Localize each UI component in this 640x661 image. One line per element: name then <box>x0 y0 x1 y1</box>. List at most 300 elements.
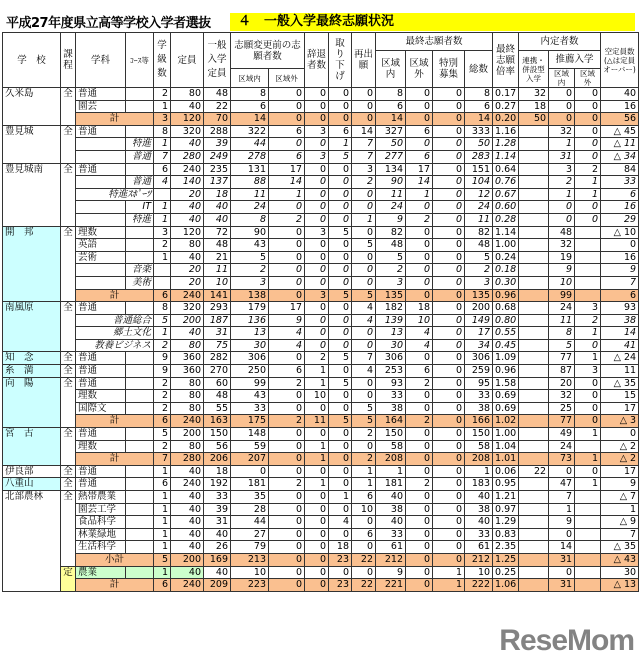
cell-total: 40 <box>465 516 493 529</box>
table-row <box>3 314 639 327</box>
cell-withdrawn: 0 <box>329 453 352 466</box>
cell-before-out: 2 <box>269 415 305 428</box>
katei-cell: 定 <box>61 566 76 591</box>
cell-ratio: 0.55 <box>493 327 519 340</box>
cell-reapplied: 0 <box>352 327 376 340</box>
course-cell <box>126 100 154 113</box>
cell-special: 0 <box>433 226 465 239</box>
course-cell: 美術 <box>126 276 154 289</box>
cell-reapplied: 10 <box>352 503 376 516</box>
table-row <box>3 226 639 239</box>
dept-cell: 計 <box>76 453 154 466</box>
cell-final-in: 182 <box>376 302 406 315</box>
cell-before-in: 90 <box>231 226 269 239</box>
cell-before-in: 99 <box>231 377 269 390</box>
cell-declined: 0 <box>305 302 329 315</box>
cell-final-in: 134 <box>376 163 406 176</box>
course-cell <box>126 440 154 453</box>
cell-general-capacity: 48 <box>204 88 231 101</box>
cell-withdrawn: 0 <box>329 339 352 352</box>
cell-withdrawn: 0 <box>329 365 352 378</box>
cell-before-in: 14 <box>231 113 269 126</box>
cell-linked: 32 <box>519 88 549 101</box>
cell-special: 0 <box>433 276 465 289</box>
school-name: 開 邦 <box>3 226 61 302</box>
cell-declined: 0 <box>305 579 329 592</box>
cell-rec-out <box>575 226 601 239</box>
cell-withdrawn: 0 <box>329 503 352 516</box>
cell-rec-out <box>575 579 601 592</box>
header-in-area: 区域内 <box>231 69 269 88</box>
dept-cell: 計 <box>76 113 154 126</box>
cell-withdrawn: 0 <box>329 440 352 453</box>
cell-classes: 1 <box>154 503 171 516</box>
dept-cell: 普通 <box>76 465 126 478</box>
cell-reapplied: 4 <box>352 302 376 315</box>
dept-cell: 普通総合 <box>76 314 154 327</box>
cell-rec-out <box>575 541 601 554</box>
cell-vacancy: △ 10 <box>601 226 639 239</box>
cell-rec-in: 3 <box>549 163 575 176</box>
cell-special: 0 <box>433 428 465 441</box>
cell-rec-out: 1 <box>575 188 601 201</box>
cell-capacity: 40 <box>171 491 204 504</box>
dept-cell: 小計 <box>76 553 154 566</box>
cell-total: 5 <box>465 251 493 264</box>
cell-rec-in: 0 <box>549 100 575 113</box>
cell-final-out: 17 <box>406 163 433 176</box>
cell-before-out: 0 <box>269 88 305 101</box>
cell-general-capacity: 31 <box>204 516 231 529</box>
cell-rec-in: 32 <box>549 239 575 252</box>
cell-vacancy: 93 <box>601 302 639 315</box>
table-row <box>3 478 639 491</box>
cell-ratio: 0.20 <box>493 113 519 126</box>
cell-capacity: 40 <box>171 251 204 264</box>
cell-reapplied: 0 <box>352 201 376 214</box>
table-row <box>3 402 639 415</box>
cell-capacity: 240 <box>171 415 204 428</box>
header-out-area: 区域外 <box>269 69 305 88</box>
cell-final-in: 11 <box>376 188 406 201</box>
cell-final-out: 0 <box>406 289 433 302</box>
cell-rec-out: 3 <box>575 365 601 378</box>
cell-declined: 0 <box>305 239 329 252</box>
cell-rec-out: 0 <box>575 402 601 415</box>
cell-capacity: 40 <box>171 465 204 478</box>
cell-ratio: 0.96 <box>493 365 519 378</box>
dept-cell: 理数 <box>76 390 126 403</box>
cell-special: 0 <box>433 491 465 504</box>
cell-before-in: 213 <box>231 553 269 566</box>
cell-special: 0 <box>433 528 465 541</box>
cell-total: 10 <box>465 566 493 579</box>
course-cell <box>126 239 154 252</box>
cell-total: 14 <box>465 113 493 126</box>
cell-final-in: 14 <box>376 113 406 126</box>
cell-general-capacity: 206 <box>204 453 231 466</box>
cell-final-in: 139 <box>376 314 406 327</box>
cell-general-capacity: 293 <box>204 302 231 315</box>
total-row <box>3 453 639 466</box>
cell-special: 0 <box>433 150 465 163</box>
cell-before-in: 44 <box>231 138 269 151</box>
cell-total: 34 <box>465 339 493 352</box>
cell-final-in: 5 <box>376 251 406 264</box>
course-cell <box>126 516 154 529</box>
section-title: ４ 一般入学最終志願状況 <box>230 13 635 31</box>
cell-rec-out: 0 <box>575 390 601 403</box>
cell-classes: 2 <box>154 239 171 252</box>
cell-classes: 8 <box>154 302 171 315</box>
dept-cell <box>76 176 126 189</box>
cell-general-capacity: 150 <box>204 428 231 441</box>
cell-declined: 0 <box>305 188 329 201</box>
cell-before-out: 17 <box>269 163 305 176</box>
cell-vacancy: △ 35 <box>601 541 639 554</box>
cell-total: 33 <box>465 390 493 403</box>
dept-cell: 計 <box>76 579 154 592</box>
cell-ratio: 0.24 <box>493 251 519 264</box>
cell-ratio: 0.28 <box>493 213 519 226</box>
cell-total: 208 <box>465 453 493 466</box>
cell-reapplied: 0 <box>352 264 376 277</box>
katei-cell: 全 <box>61 365 76 378</box>
course-cell <box>126 465 154 478</box>
school-name: 豊見城南 <box>3 163 61 226</box>
cell-capacity: 240 <box>171 579 204 592</box>
cell-total: 38 <box>465 402 493 415</box>
cell-rec-in: 0 <box>549 528 575 541</box>
cell-reapplied: 2 <box>352 428 376 441</box>
cell-linked <box>519 213 549 226</box>
cell-rec-out <box>575 528 601 541</box>
header-rec-in: 区域内 <box>549 69 575 88</box>
cell-vacancy: 9 <box>601 264 639 277</box>
dept-cell: 園芸 <box>76 100 126 113</box>
cell-final-in: 9 <box>376 213 406 226</box>
cell-total: 212 <box>465 553 493 566</box>
cell-final-out: 2 <box>406 415 433 428</box>
header-withdrawn: 取り下げ <box>329 33 352 88</box>
cell-ratio: 0.17 <box>493 88 519 101</box>
cell-special: 1 <box>433 579 465 592</box>
cell-ratio: 0.60 <box>493 201 519 214</box>
cell-declined: 3 <box>305 125 329 138</box>
cell-ratio: 0.76 <box>493 176 519 189</box>
cell-vacancy: 6 <box>601 289 639 302</box>
cell-capacity: 80 <box>171 339 204 352</box>
cell-rec-in: 77 <box>549 415 575 428</box>
katei-cell: 全 <box>61 125 76 163</box>
cell-withdrawn: 0 <box>329 264 352 277</box>
cell-general-capacity: 163 <box>204 415 231 428</box>
cell-final-in: 33 <box>376 528 406 541</box>
cell-linked <box>519 188 549 201</box>
cell-withdrawn: 5 <box>329 352 352 365</box>
cell-before-out: 0 <box>269 465 305 478</box>
cell-special: 0 <box>433 125 465 138</box>
cell-linked <box>519 138 549 151</box>
cell-total: 24 <box>465 201 493 214</box>
dept-cell: 林業緑地 <box>76 528 126 541</box>
cell-total: 6 <box>465 100 493 113</box>
cell-linked <box>519 226 549 239</box>
cell-general-capacity: 11 <box>204 264 231 277</box>
cell-capacity: 200 <box>171 428 204 441</box>
header-before-change: 志願変更前の志願者数 <box>231 33 305 69</box>
cell-rec-out: 1 <box>575 352 601 365</box>
cell-linked <box>519 201 549 214</box>
cell-vacancy: 0 <box>601 239 639 252</box>
table-row <box>3 176 639 189</box>
cell-special: 0 <box>433 302 465 315</box>
cell-declined: 2 <box>305 352 329 365</box>
cell-general-capacity: 270 <box>204 365 231 378</box>
cell-final-out: 0 <box>406 491 433 504</box>
cell-special: 0 <box>433 327 465 340</box>
cell-before-in: 0 <box>231 465 269 478</box>
cell-total: 222 <box>465 579 493 592</box>
cell-rec-in: 31 <box>549 553 575 566</box>
cell-declined: 0 <box>305 541 329 554</box>
table-row <box>3 88 639 101</box>
header-declined: 辞退者数 <box>305 33 329 88</box>
cell-classes: 2 <box>154 402 171 415</box>
cell-declined: 0 <box>305 491 329 504</box>
cell-linked: 18 <box>519 100 549 113</box>
cell-total: 58 <box>465 440 493 453</box>
cell-rec-out: 0 <box>575 415 601 428</box>
cell-classes: 5 <box>154 553 171 566</box>
cell-reapplied: 4 <box>352 365 376 378</box>
cell-classes: 7 <box>154 150 171 163</box>
cell-capacity: 140 <box>171 176 204 189</box>
dept-cell: 国際文 <box>76 402 126 415</box>
cell-linked <box>519 428 549 441</box>
course-cell: 特進 <box>126 213 154 226</box>
cell-declined: 0 <box>305 428 329 441</box>
cell-general-capacity: 72 <box>204 226 231 239</box>
cell-rec-in: 10 <box>549 276 575 289</box>
cell-ratio: 1.00 <box>493 239 519 252</box>
cell-linked <box>519 478 549 491</box>
cell-ratio: 0.97 <box>493 503 519 516</box>
cell-withdrawn: 4 <box>329 516 352 529</box>
cell-before-out: 0 <box>269 491 305 504</box>
table-row <box>3 150 639 163</box>
table-row <box>3 201 639 214</box>
cell-before-out: 4 <box>269 339 305 352</box>
cell-final-out: 0 <box>406 503 433 516</box>
cell-ratio: 1.14 <box>493 226 519 239</box>
cell-linked <box>519 579 549 592</box>
header-general-capacity: 一般入学定員 <box>204 33 231 88</box>
cell-linked <box>519 390 549 403</box>
cell-final-out: 4 <box>406 339 433 352</box>
dept-cell: 普通 <box>76 352 126 365</box>
cell-total: 104 <box>465 176 493 189</box>
cell-vacancy: 16 <box>601 201 639 214</box>
cell-classes <box>154 276 171 289</box>
cell-reapplied: 1 <box>352 213 376 226</box>
cell-final-in: 58 <box>376 440 406 453</box>
cell-classes: 1 <box>154 528 171 541</box>
dept-cell: 特進ｽﾎﾟｰﾂ <box>76 188 154 201</box>
table-row <box>3 276 639 289</box>
dept-cell: 芸術 <box>76 251 126 264</box>
cell-final-in: 150 <box>376 428 406 441</box>
cell-special: 0 <box>433 289 465 302</box>
cell-rec-out <box>575 440 601 453</box>
cell-ratio: 1.28 <box>493 138 519 151</box>
cell-before-in: 136 <box>231 314 269 327</box>
cell-rec-out: 3 <box>575 302 601 315</box>
cell-before-out: 2 <box>269 213 305 226</box>
cell-general-capacity: 22 <box>204 100 231 113</box>
header-katei: 課程 <box>61 33 76 88</box>
cell-final-out: 0 <box>406 516 433 529</box>
cell-final-out: 2 <box>406 213 433 226</box>
cell-ratio: 0.45 <box>493 339 519 352</box>
school-name: 伊良部 <box>3 465 61 478</box>
cell-before-out: 2 <box>269 478 305 491</box>
cell-before-out: 0 <box>269 352 305 365</box>
cell-withdrawn: 0 <box>329 390 352 403</box>
cell-ratio: 0.06 <box>493 465 519 478</box>
cell-general-capacity: 141 <box>204 289 231 302</box>
cell-capacity: 20 <box>171 264 204 277</box>
cell-before-in: 5 <box>231 251 269 264</box>
cell-linked <box>519 276 549 289</box>
cell-capacity: 200 <box>171 553 204 566</box>
table-row <box>3 566 639 579</box>
cell-general-capacity: 21 <box>204 251 231 264</box>
cell-vacancy: 41 <box>601 339 639 352</box>
cell-before-in: 322 <box>231 125 269 138</box>
cell-rec-in: 11 <box>549 314 575 327</box>
cell-reapplied: 2 <box>352 453 376 466</box>
cell-declined: 11 <box>305 415 329 428</box>
cell-capacity: 40 <box>171 566 204 579</box>
cell-reapplied: 0 <box>352 88 376 101</box>
cell-rec-out: 1 <box>575 478 601 491</box>
cell-vacancy: 40 <box>601 88 639 101</box>
cell-final-in: 40 <box>376 516 406 529</box>
header-final-out: 区域外 <box>406 51 433 88</box>
course-cell: 普通 <box>126 176 154 189</box>
cell-vacancy: 0 <box>601 428 639 441</box>
cell-reapplied: 0 <box>352 377 376 390</box>
cell-rec-in: 20 <box>549 377 575 390</box>
cell-before-in: 88 <box>231 176 269 189</box>
cell-total: 33 <box>465 528 493 541</box>
cell-rec-out <box>575 264 601 277</box>
cell-capacity: 240 <box>171 289 204 302</box>
cell-vacancy: 7 <box>601 528 639 541</box>
header-rec-out: 区域外 <box>575 69 601 88</box>
cell-before-in: 6 <box>231 100 269 113</box>
cell-total: 200 <box>465 302 493 315</box>
cell-before-out: 17 <box>269 302 305 315</box>
school-name: 豊見城 <box>3 125 61 163</box>
katei-cell: 全 <box>61 226 76 302</box>
course-cell <box>126 503 154 516</box>
cell-general-capacity: 40 <box>204 201 231 214</box>
cell-vacancy: △ 43 <box>601 553 639 566</box>
cell-general-capacity: 40 <box>204 566 231 579</box>
cell-withdrawn: 5 <box>329 289 352 302</box>
dept-cell: 生活科学 <box>76 541 126 554</box>
cell-total: 150 <box>465 428 493 441</box>
cell-before-in: 223 <box>231 579 269 592</box>
cell-linked <box>519 125 549 138</box>
cell-final-out: 2 <box>406 377 433 390</box>
cell-vacancy: △ 35 <box>601 377 639 390</box>
cell-classes: 1 <box>154 491 171 504</box>
cell-withdrawn: 0 <box>329 88 352 101</box>
school-name: 八重山 <box>3 478 61 491</box>
cell-general-capacity: 18 <box>204 465 231 478</box>
cell-vacancy: 17 <box>601 402 639 415</box>
dept-cell <box>76 150 126 163</box>
dept-cell: 郷土文化 <box>76 327 154 340</box>
cell-final-out: 1 <box>406 188 433 201</box>
table-row <box>3 125 639 138</box>
cell-final-in: 135 <box>376 289 406 302</box>
cell-rec-in: 1 <box>549 188 575 201</box>
cell-special: 0 <box>433 453 465 466</box>
table-body <box>3 88 639 592</box>
course-cell <box>126 302 154 315</box>
cell-total: 306 <box>465 352 493 365</box>
cell-declined: 3 <box>305 150 329 163</box>
cell-capacity: 80 <box>171 239 204 252</box>
cell-rec-out: 1 <box>575 327 601 340</box>
cell-ratio: 0.18 <box>493 264 519 277</box>
school-name: 北部農林 <box>3 491 61 592</box>
cell-declined: 0 <box>305 327 329 340</box>
cell-declined: 0 <box>305 163 329 176</box>
katei-cell: 全 <box>61 302 76 352</box>
cell-ratio: 0.95 <box>493 478 519 491</box>
cell-special: 0 <box>433 113 465 126</box>
cell-withdrawn: 1 <box>329 491 352 504</box>
cell-linked <box>519 541 549 554</box>
cell-ratio: 1.14 <box>493 150 519 163</box>
table-row <box>3 327 639 340</box>
cell-reapplied: 1 <box>352 465 376 478</box>
cell-special: 0 <box>433 339 465 352</box>
cell-capacity: 40 <box>171 138 204 151</box>
cell-rec-in: 48 <box>549 226 575 239</box>
cell-rec-out <box>575 251 601 264</box>
cell-classes: 3 <box>154 113 171 126</box>
cell-vacancy: △ 2 <box>601 453 639 466</box>
cell-linked <box>519 150 549 163</box>
cell-rec-in: 0 <box>549 465 575 478</box>
cell-classes: 6 <box>154 415 171 428</box>
cell-declined: 0 <box>305 251 329 264</box>
table-row <box>3 541 639 554</box>
cell-declined: 0 <box>305 314 329 327</box>
cell-before-out: 6 <box>269 365 305 378</box>
cell-final-in: 164 <box>376 415 406 428</box>
cell-final-out: 10 <box>406 314 433 327</box>
cell-total: 2 <box>465 264 493 277</box>
header-vacancy: 空定員数(△は定員オーバー) <box>601 33 639 88</box>
cell-final-out: 0 <box>406 226 433 239</box>
